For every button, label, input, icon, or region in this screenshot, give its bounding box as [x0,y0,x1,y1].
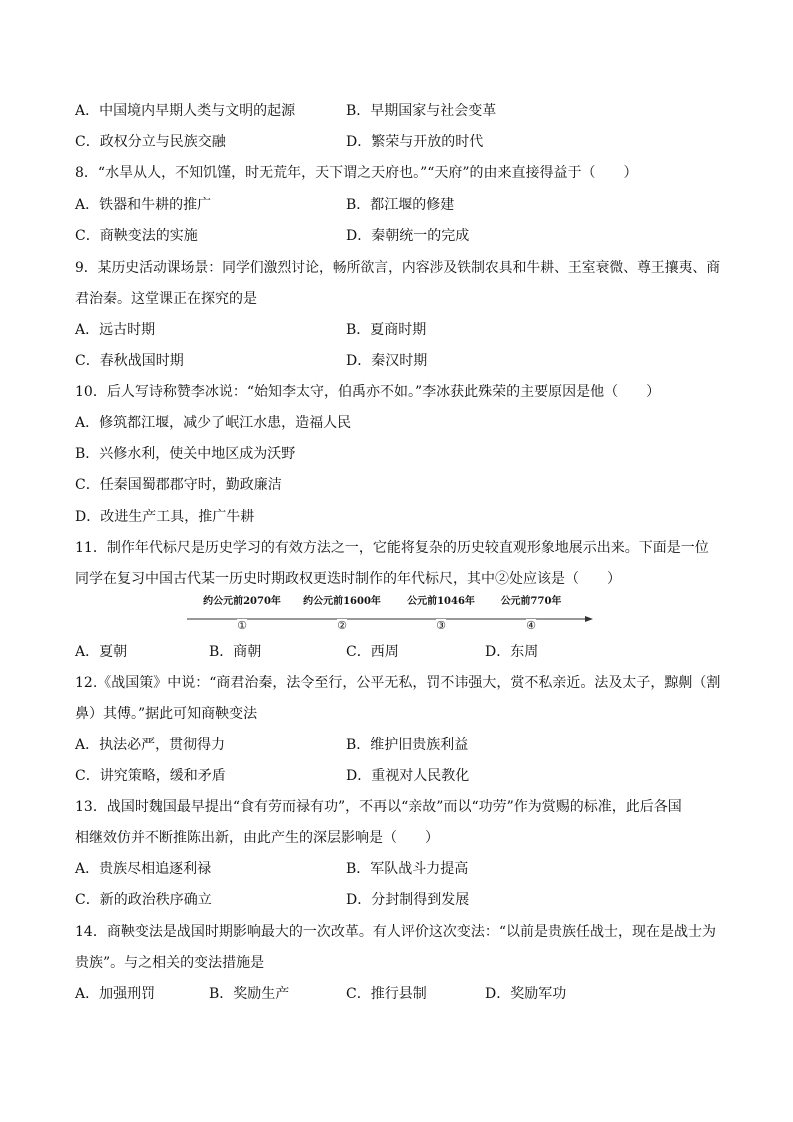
q9-stem-line2: 君治秦。这堂课正在探究的是 [75,291,257,307]
q10-option-a[interactable]: A．修筑都江堰，减少了岷江水患，造福人民 [75,415,352,431]
q12-option-d[interactable]: D．重视对人民教化 [346,768,470,784]
q14-option-d[interactable]: D．奖励军功 [485,986,567,1002]
q7-option-c[interactable]: C．政权分立与民族交融 [75,134,226,150]
q8-option-d[interactable]: D．秦朝统一的完成 [346,228,470,244]
q13-option-d[interactable]: D．分封制得到发展 [346,892,470,908]
q10-stem: 10．后人写诗称赞李冰说：“始知李太守，伯禹亦不如。”李冰获此殊荣的主要原因是他（ ） [75,384,661,400]
q12-stem-line1: 12.《战国策》中说：“商君治秦，法令至行，公平无私，罚不讳强大，赏不私亲近。法及太子，黥劓（割 [75,675,721,691]
q12-option-b[interactable]: B．维护旧贵族利益 [346,737,469,753]
q10-option-d[interactable]: D．改进生产工具，推广牛耕 [75,509,255,525]
q14-stem-line1: 14．商鞅变法是战国时期影响最大的一次改革。有人评价这次变法：“以前是贵族任战士，现在是战士为 [75,924,716,940]
q7-option-a[interactable]: A．中国境内早期人类与文明的起源 [75,103,296,119]
q8-stem: 8．“水旱从人，不知饥馑，时无荒年，天下谓之天府也。”“天府”的由来直接得益于（ ） [75,165,638,181]
q13-option-a[interactable]: A．贵族尽相追逐利禄 [75,861,212,877]
q13-stem-line2: 相继效仿并不断推陈出新，由此产生的深层影响是（ ） [75,830,439,846]
chronology-scale [185,595,595,635]
timeline-mark-3: ③ [436,619,446,632]
timeline-mark-2: ② [337,619,347,632]
q7-option-d[interactable]: D．繁荣与开放的时代 [346,134,484,150]
q10-option-c[interactable]: C．任秦国蜀郡郡守时，勤政廉洁 [75,477,282,493]
q12-option-c[interactable]: C．讲究策略，缓和矛盾 [75,768,226,784]
timeline-mark-1: ① [237,619,247,632]
q11-option-a[interactable]: A．夏朝 [75,644,128,660]
timeline-label-4: 公元前770年 [500,596,562,607]
q13-option-b[interactable]: B．军队战斗力提高 [346,861,469,877]
q9-option-d[interactable]: D．秦汉时期 [346,353,428,369]
q12-option-a[interactable]: A．执法必严，贯彻得力 [75,737,226,753]
q9-stem-line1: 9．某历史活动课场景：同学们激烈讨论，畅所欲言，内容涉及铁制农具和牛耕、王室衰微、尊王攘夷、商 [75,260,721,276]
q11-stem-line1: 11．制作年代标尺是历史学习的有效方法之一，它能将复杂的历史较直观形象地展示出来。下面是一位 [75,540,709,556]
timeline-label-2: 约公元前1600年 [303,596,381,607]
timeline-label-3: 公元前1046年 [407,596,475,607]
q9-option-c[interactable]: C．春秋战国时期 [75,353,184,369]
q11-option-c[interactable]: C．西周 [346,644,399,660]
q14-stem-line2: 贵族”。与之相关的变法措施是 [75,955,265,971]
q7-option-b[interactable]: B．早期国家与社会变革 [346,103,497,119]
q8-option-c[interactable]: C．商鞅变法的实施 [75,228,198,244]
q8-option-a[interactable]: A．铁器和牛耕的推广 [75,197,212,213]
q11-stem-line2: 同学在复习中国古代某一历史时期政权更迭时制作的年代标尺，其中②处应该是（ ） [75,571,621,587]
q10-option-b[interactable]: B．兴修水利，使关中地区成为沃野 [75,446,296,462]
q14-option-c[interactable]: C．推行县制 [346,986,427,1002]
timeline-mark-4: ④ [526,619,536,632]
q13-option-c[interactable]: C．新的政治秩序确立 [75,892,212,908]
q14-option-b[interactable]: B．奖励生产 [209,986,290,1002]
q14-option-a[interactable]: A．加强刑罚 [75,986,156,1002]
q8-option-b[interactable]: B．都江堰的修建 [346,197,455,213]
q9-option-a[interactable]: A．远古时期 [75,322,156,338]
q13-stem-line1: 13．战国时魏国最早提出“食有劳而禄有功”，不再以“亲故”而以“功劳”作为赏赐的标准，此后各国 [75,799,682,815]
timeline-label-1: 约公元前2070年 [203,596,281,607]
q12-stem-line2: 鼻）其傅。”据此可知商鞅变法 [75,706,258,722]
q9-option-b[interactable]: B．夏商时期 [346,322,427,338]
q11-option-d[interactable]: D．东周 [485,644,539,660]
q11-option-b[interactable]: B．商朝 [209,644,262,660]
